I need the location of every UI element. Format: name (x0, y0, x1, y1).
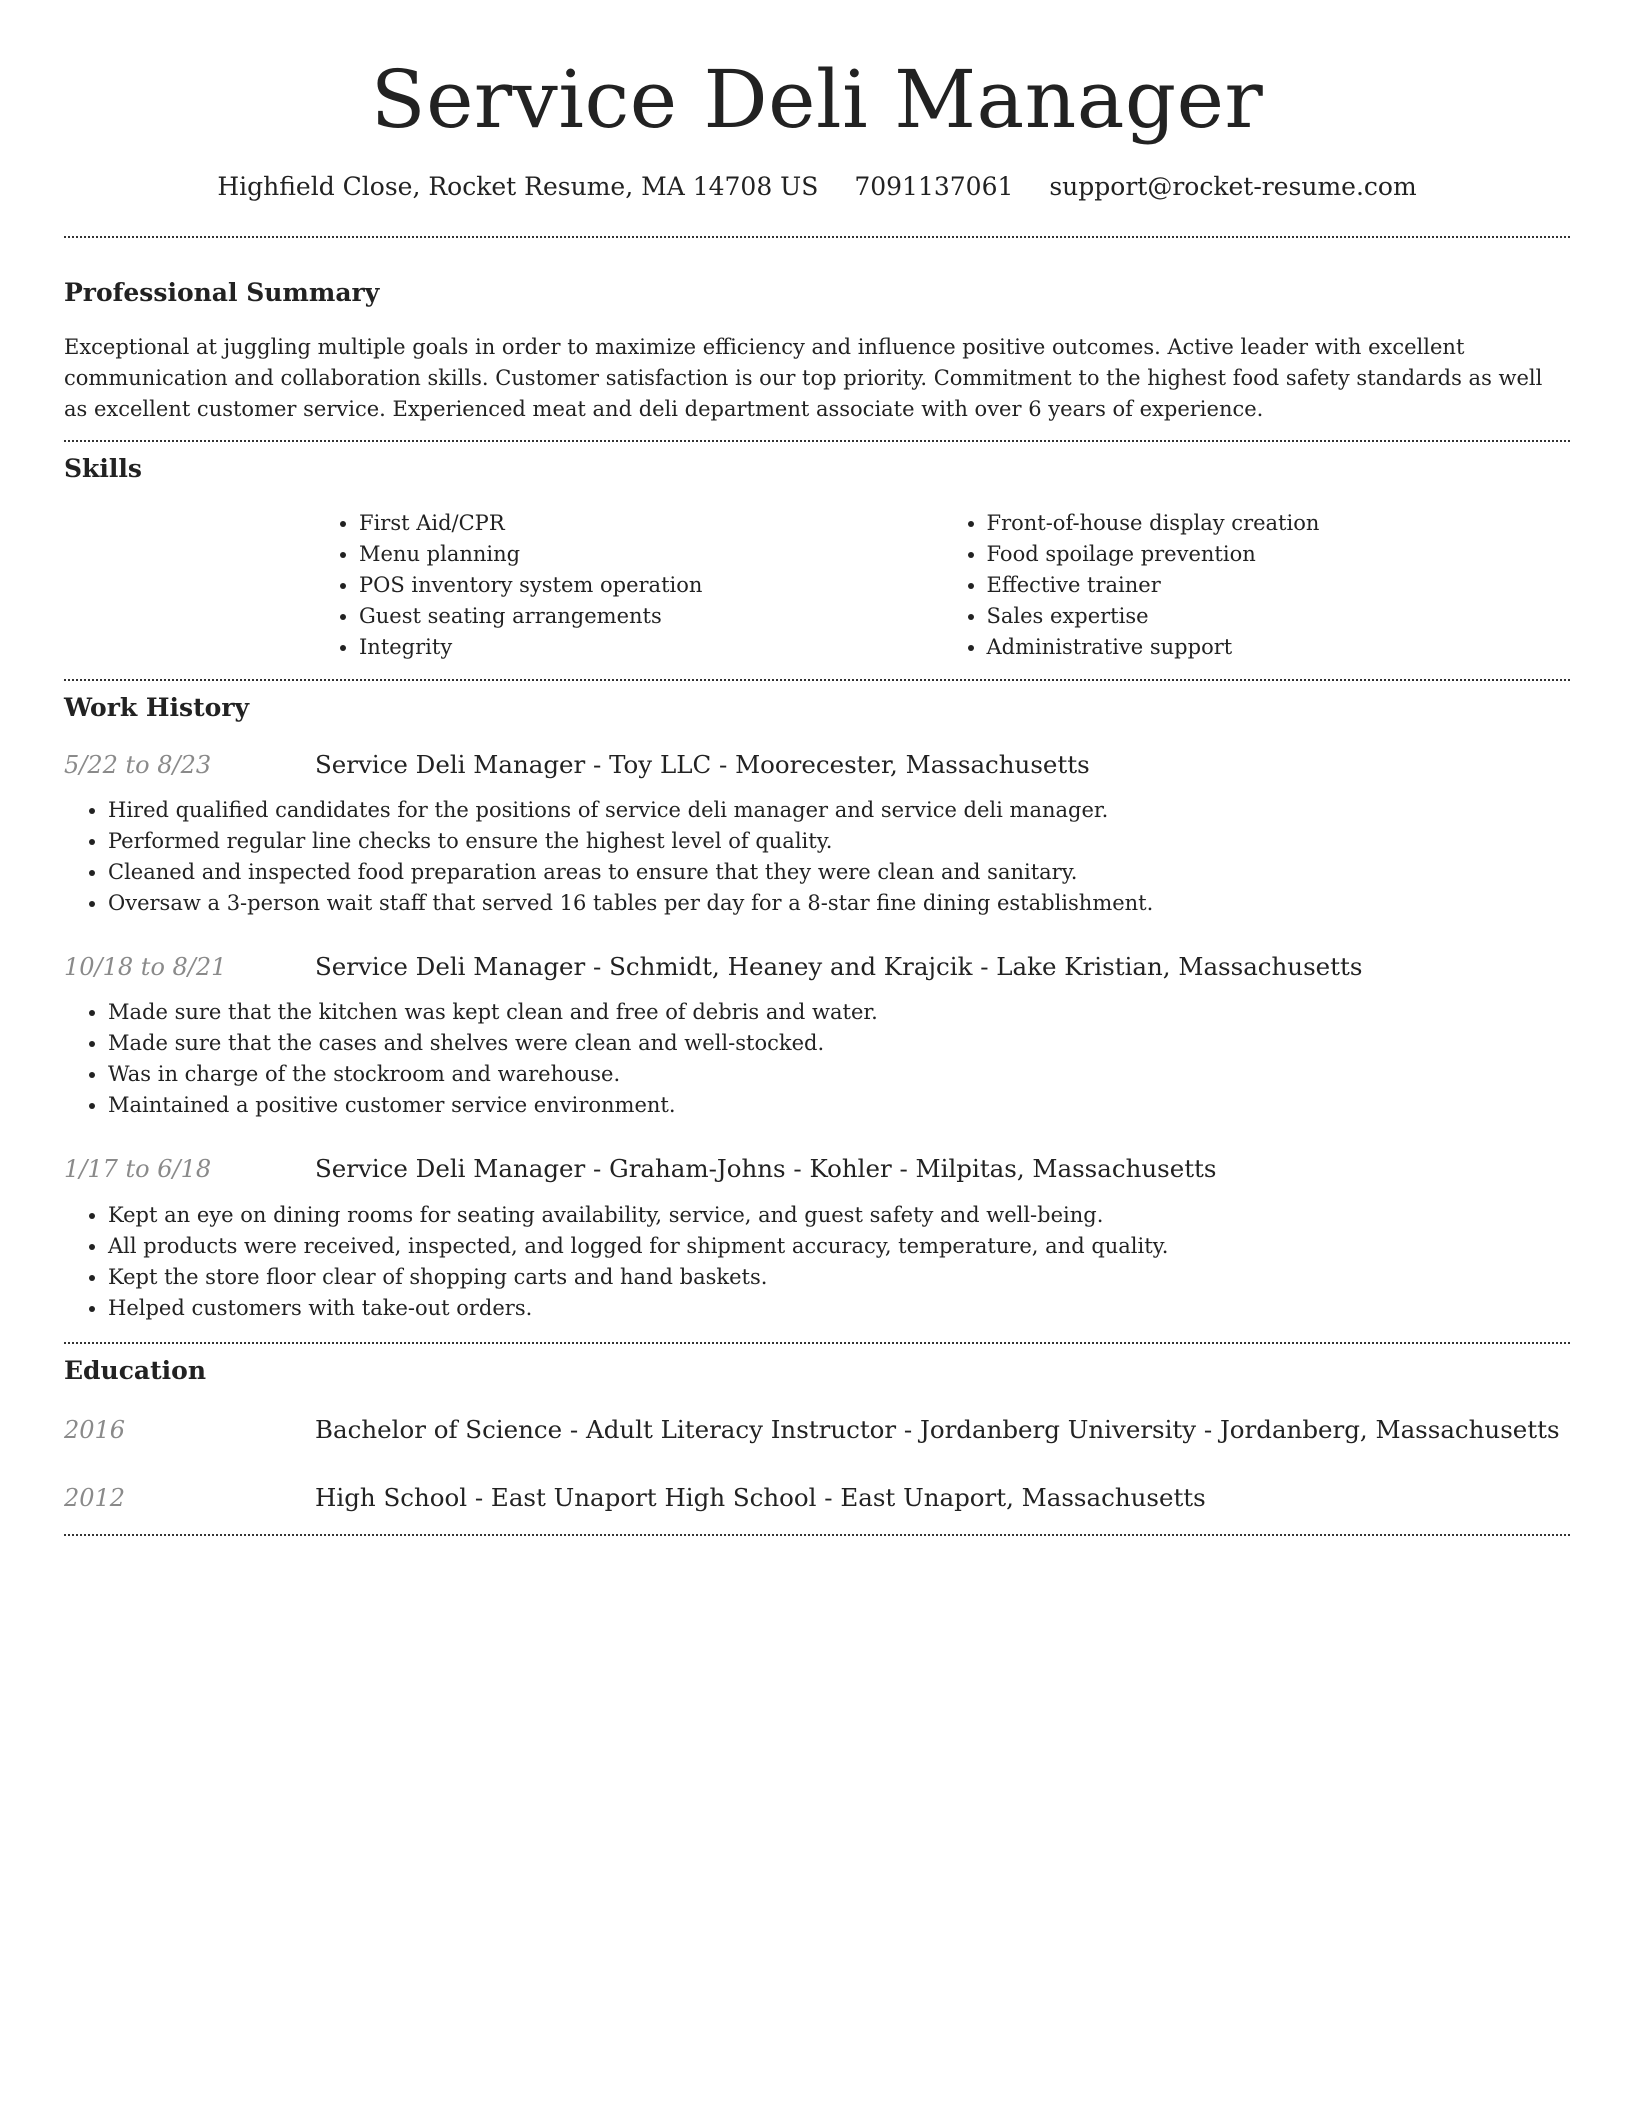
contact-line (64, 172, 1570, 202)
job-entry (64, 951, 1570, 1121)
job-bullets (64, 1200, 1570, 1324)
job-bullets (64, 997, 1570, 1121)
job-title: Service Deli Manager (315, 1154, 586, 1184)
job-bullet: • Helped customers with take-out orders. (108, 1293, 1570, 1324)
job-employer: - Schmidt, Heaney and Krajcik - Lake Kristian, Massachusetts (585, 952, 1363, 982)
job-bullet: • Made sure that the kitchen was kept clean and free of debris and water. (108, 997, 1570, 1028)
job-bullet: • Maintained a positive customer service environment. (108, 1090, 1570, 1121)
job-bullets (64, 795, 1570, 919)
skill-item: • First Aid/CPR (359, 508, 943, 539)
job-entry (64, 1153, 1570, 1323)
section-heading-work: Work History (64, 693, 250, 722)
education-entry (64, 1482, 1570, 1514)
divider (64, 236, 1570, 238)
skills-column-left (315, 508, 943, 663)
job-bullet: • Made sure that the cases and shelves were clean and well-stocked. (108, 1028, 1570, 1059)
divider (64, 1342, 1570, 1344)
skill-item: • Menu planning (359, 539, 943, 570)
job-header (64, 749, 1570, 781)
job-dates: 1/17 to 6/18 (64, 1155, 212, 1184)
job-title-line (315, 951, 1362, 983)
job-bullet: • Kept the store floor clear of shopping carts and hand baskets. (108, 1262, 1570, 1293)
skill-item: • Food spoilage prevention (987, 539, 1571, 570)
skill-item: • Effective trainer (987, 570, 1571, 601)
contact-email: support@rocket-resume.com (1049, 172, 1417, 201)
skill-item: • Integrity (359, 632, 943, 663)
job-header (64, 951, 1570, 983)
job-employer: - Toy LLC - Moorecester, Massachusetts (585, 750, 1090, 779)
education-school: - Jordanberg University - Jordanberg, Massachusetts (896, 1414, 1560, 1444)
job-bullet: • Kept an eye on dining rooms for seating availability, service, and guest safety and well-being. (108, 1200, 1570, 1231)
summary-text: Exceptional at juggling multiple goals in order to maximize efficiency and influence positive outcomes. Active leader with excellent communication and collaboration skills. Customer satisfaction is our top priority. Commitment to the highest food safety standards as well as excellent customer service. Experienced meat and deli department associate with over 6 years of experience. (64, 335, 1543, 421)
job-bullet: • Performed regular line checks to ensure the highest level of quality. (108, 826, 1570, 857)
job-title: Service Deli Manager (315, 952, 586, 982)
job-title: Service Deli Manager (315, 750, 586, 779)
section-heading-summary: Professional Summary (64, 278, 380, 307)
education-degree: Bachelor of Science - Adult Literacy Instructor (315, 1414, 897, 1444)
skill-item: • Sales expertise (987, 601, 1571, 632)
divider (64, 679, 1570, 681)
job-employer: - Graham-Johns - Kohler - Milpitas, Massachusetts (585, 1154, 1217, 1184)
contact-phone: 7091137061 (854, 172, 1014, 201)
job-entry (64, 749, 1570, 919)
education-title-line (315, 1414, 1560, 1446)
divider (64, 1534, 1570, 1536)
job-title-line (315, 1153, 1216, 1185)
education-title-line (315, 1482, 1206, 1514)
section-heading-skills: Skills (64, 454, 142, 483)
education-year: 2016 (64, 1415, 126, 1444)
job-dates: 10/18 to 8/21 (64, 953, 227, 982)
job-title-line (315, 749, 1090, 781)
skill-item: • Administrative support (987, 632, 1571, 663)
skill-item: • Guest seating arrangements (359, 601, 943, 632)
job-bullet: • Oversaw a 3-person wait staff that served 16 tables per day for a 8-star fine dining establishment. (108, 888, 1570, 919)
job-bullet: • Was in charge of the stockroom and warehouse. (108, 1059, 1570, 1090)
education-school: - East Unaport High School - East Unaport, Massachusetts (467, 1482, 1206, 1512)
education-year: 2012 (64, 1483, 126, 1512)
job-bullet: • Hired qualified candidates for the positions of service deli manager and service deli manager. (108, 795, 1570, 826)
job-header (64, 1153, 1570, 1185)
skill-item: • POS inventory system operation (359, 570, 943, 601)
skills-column-right (943, 508, 1571, 663)
divider (64, 440, 1570, 442)
resume-page (64, 0, 1570, 1536)
contact-address: Highfield Close, Rocket Resume, MA 14708 US (217, 172, 819, 201)
skill-item: • Front-of-house display creation (987, 508, 1571, 539)
skills-list (315, 508, 1570, 663)
education-entry (64, 1414, 1570, 1446)
resume-title: Service Deli Manager (370, 53, 1264, 146)
job-bullet: • Cleaned and inspected food preparation areas to ensure that they were clean and sanitary. (108, 857, 1570, 888)
job-dates: 5/22 to 8/23 (64, 751, 212, 779)
section-heading-education: Education (64, 1355, 207, 1385)
job-bullet: • All products were received, inspected, and logged for shipment accuracy, temperature, and quality. (108, 1231, 1570, 1262)
education-degree: High School (315, 1482, 468, 1512)
